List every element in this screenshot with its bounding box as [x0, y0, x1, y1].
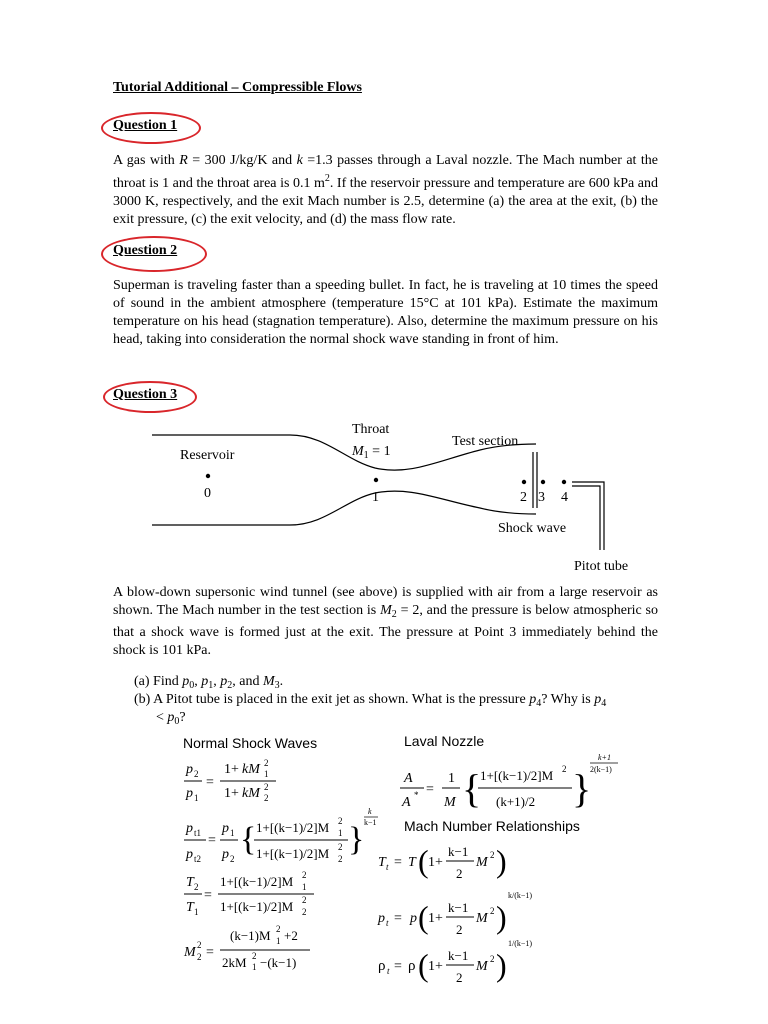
- pitot-tube-label: Pitot tube: [574, 559, 629, 574]
- svg-text:1: 1: [448, 771, 455, 786]
- svg-text:=: =: [426, 782, 434, 797]
- svg-text:): ): [496, 947, 507, 983]
- svg-text:2: 2: [197, 952, 202, 962]
- svg-text:M: M: [184, 945, 196, 960]
- svg-text:2: 2: [338, 854, 343, 864]
- wind-tunnel-diagram: [140, 420, 629, 585]
- q1-sup-2: 2: [324, 173, 330, 184]
- svg-text:): ): [496, 843, 507, 879]
- svg-text:M: M: [444, 795, 456, 810]
- svg-text:t1: t1: [194, 828, 202, 838]
- svg-text:2: 2: [264, 758, 269, 768]
- svg-text:2(k−1): 2(k−1): [590, 765, 612, 774]
- svg-text:=: =: [204, 888, 212, 903]
- svg-text:2: 2: [490, 850, 495, 860]
- svg-text:k−1: k−1: [448, 948, 469, 963]
- svg-text:k−1: k−1: [364, 818, 377, 827]
- svg-text:2: 2: [338, 842, 343, 852]
- svg-text:2: 2: [197, 940, 202, 950]
- point-3-label: 3: [538, 490, 545, 505]
- svg-text:2: 2: [456, 922, 463, 937]
- throat-mach-label: [352, 444, 391, 461]
- point-3-dot: [541, 480, 545, 484]
- formula-pt1-pt2: [180, 806, 390, 864]
- svg-text:A: A: [402, 795, 411, 810]
- question-3-item-b: [134, 691, 658, 713]
- question-3-item-b-cont: [156, 709, 186, 731]
- svg-text:p: p: [186, 847, 193, 862]
- svg-text:2: 2: [490, 954, 495, 964]
- svg-text:t: t: [386, 862, 389, 872]
- question-2-heading: Question 2: [113, 243, 178, 258]
- svg-text:=: =: [394, 855, 402, 870]
- svg-text:1: 1: [230, 828, 235, 838]
- svg-text:=: =: [206, 775, 214, 790]
- item-a-var-p0: p: [182, 674, 190, 689]
- formula-m2-squared: [180, 920, 340, 972]
- svg-text:p: p: [186, 762, 193, 777]
- svg-text:2: 2: [456, 970, 463, 985]
- svg-text:2: 2: [264, 782, 269, 792]
- question-3-heading: Question 3: [113, 387, 178, 402]
- svg-text:k: k: [368, 807, 372, 816]
- svg-text:T: T: [186, 900, 194, 915]
- svg-text:p: p: [222, 821, 229, 836]
- svg-text:1: 1: [338, 828, 343, 838]
- svg-text:T: T: [408, 855, 416, 870]
- point-4-dot: [562, 480, 566, 484]
- item-b-lt: <: [156, 710, 168, 725]
- svg-text:2: 2: [490, 906, 495, 916]
- shock-wave-label: Shock wave: [498, 521, 567, 536]
- svg-text:1+[(k−1)/2]M: 1+[(k−1)/2]M: [220, 874, 294, 889]
- svg-text:p: p: [186, 786, 193, 801]
- svg-text:k/(k−1): k/(k−1): [508, 891, 533, 900]
- item-a-sep-2: ,: [213, 674, 221, 689]
- svg-text:(: (: [418, 947, 429, 983]
- point-0-label: 0: [204, 486, 211, 501]
- svg-text:p: p: [410, 911, 417, 926]
- svg-text:p: p: [222, 847, 229, 862]
- laval-nozzle-header: Laval Nozzle: [404, 733, 485, 749]
- svg-text:2: 2: [302, 870, 307, 880]
- svg-text:T: T: [378, 855, 386, 870]
- svg-text:T: T: [186, 875, 194, 890]
- item-a-text-1: Find: [153, 674, 183, 689]
- point-2-label: 2: [520, 490, 527, 505]
- throat-mach-eq: = 1: [372, 444, 391, 459]
- item-b-text-1: A Pitot tube is placed in the exit jet as shown. What is the pressure: [153, 692, 530, 707]
- item-a-sep-1: ,: [194, 674, 202, 689]
- svg-text:=: =: [394, 911, 402, 926]
- pitot-tube-outer: [572, 482, 604, 550]
- svg-text:1+: 1+: [224, 762, 239, 777]
- svg-text:2: 2: [302, 895, 307, 905]
- q3-var-m: M: [380, 603, 392, 618]
- svg-text:ρ: ρ: [378, 958, 386, 974]
- svg-text:1+: 1+: [428, 911, 443, 926]
- svg-text:1: 1: [264, 769, 269, 779]
- q1-text-a: A gas with: [113, 153, 180, 168]
- item-a-var-m3: M: [262, 674, 275, 689]
- q3-text-b: = 2, and the pressure is below atmospheric so that a shock wave is formed just at the exit. The pressure at Point 3 immediately behind the shock is 101 kPa.: [113, 603, 658, 658]
- reservoir-label: Reservoir: [180, 448, 235, 463]
- svg-text:1+[(k−1)/2]M: 1+[(k−1)/2]M: [256, 846, 330, 861]
- svg-text:M: M: [476, 911, 488, 926]
- svg-text:(: (: [418, 899, 429, 935]
- item-a-sub-1: 1: [208, 680, 214, 691]
- svg-text:2: 2: [338, 816, 343, 826]
- svg-text:(k−1)M: (k−1)M: [230, 928, 271, 943]
- svg-text:1: 1: [276, 936, 281, 946]
- svg-text:t2: t2: [194, 854, 202, 864]
- item-b-sub-4: 4: [536, 698, 542, 709]
- svg-text:k+1: k+1: [598, 753, 611, 762]
- svg-text:1/(k−1): 1/(k−1): [508, 939, 533, 948]
- svg-text:1: 1: [194, 793, 199, 803]
- q3-text-a: A blow-down supersonic wind tunnel (see above) is supplied with air from a large reservoir as shown. The Mach number in the test section is: [113, 585, 658, 618]
- question-1-heading: Question 1: [113, 118, 178, 133]
- point-4-label: 4: [561, 490, 568, 505]
- svg-text:+2: +2: [284, 928, 298, 943]
- svg-text:2: 2: [302, 907, 307, 917]
- svg-text:1: 1: [194, 907, 199, 917]
- svg-text:kM: kM: [242, 762, 260, 777]
- formula-p2-p1: [180, 755, 310, 805]
- pitot-tube-inner: [572, 486, 600, 550]
- svg-text:2: 2: [276, 924, 281, 934]
- q3-sub-2: 2: [391, 609, 397, 620]
- svg-text:1: 1: [252, 962, 257, 972]
- svg-text:=: =: [206, 945, 214, 960]
- svg-text:{: {: [462, 766, 482, 811]
- formula-area-ratio: [396, 752, 636, 816]
- svg-text:k−1: k−1: [448, 900, 469, 915]
- formula-rhot: [374, 936, 574, 990]
- svg-text:*: *: [414, 790, 419, 800]
- formula-t2-t1: [180, 866, 340, 918]
- q1-text-b: = 300 J/kg/K and: [187, 153, 297, 168]
- item-a-sep-3: , and: [232, 674, 263, 689]
- svg-text:M: M: [476, 959, 488, 974]
- item-a-label: (a): [134, 674, 150, 689]
- item-b-var-p4: p: [529, 692, 537, 707]
- q1-var-r: R: [179, 153, 188, 168]
- svg-text:p: p: [378, 911, 385, 926]
- svg-text:1+[(k−1)/2]M: 1+[(k−1)/2]M: [480, 768, 554, 783]
- svg-text:{: {: [240, 821, 257, 858]
- svg-text:2: 2: [456, 866, 463, 881]
- normal-shock-header: Normal Shock Waves: [183, 735, 318, 751]
- q1-text-c: =1.3 passes through a Laval nozzle. The Mach number at the throat is 1 and the throat area is 0.1 m: [113, 153, 658, 191]
- q1-var-k: k: [296, 153, 303, 168]
- mach-relationships-header: Mach Number Relationships: [404, 818, 580, 834]
- page-title: Tutorial Additional – Compressible Flows: [113, 80, 362, 95]
- svg-text:1+[(k−1)/2]M: 1+[(k−1)/2]M: [256, 820, 330, 835]
- formula-tt: [374, 836, 564, 886]
- item-a-end: .: [279, 674, 284, 689]
- svg-text:}: }: [572, 766, 592, 811]
- svg-text:1: 1: [302, 882, 307, 892]
- item-a-sub-0: 0: [189, 680, 195, 691]
- item-b-var-p4b: p: [594, 692, 602, 707]
- test-section-label: Test section: [452, 434, 519, 449]
- item-a-var-p2: p: [220, 674, 228, 689]
- item-a-sub-3: 3: [274, 680, 280, 691]
- formula-pt: [374, 888, 574, 942]
- svg-text:(k+1)/2: (k+1)/2: [496, 794, 536, 809]
- point-0-dot: [206, 474, 210, 478]
- svg-text:2: 2: [194, 769, 199, 779]
- item-b-sub-0: 0: [174, 716, 180, 727]
- q1-text-d: . If the reservoir pressure and temperature are 600 kPa and 3000 K, respectively, and the exit Mach number is 2.5, determine (a) the area at the exit, (b) the exit pressure, (c) the exit velocity, and (d) the mass flow rate.: [113, 176, 658, 227]
- svg-text:2: 2: [264, 793, 269, 803]
- point-2-dot: [522, 480, 526, 484]
- svg-text:t: t: [387, 966, 390, 976]
- item-b-label: (b): [134, 692, 151, 707]
- svg-text:2kM: 2kM: [222, 955, 247, 970]
- svg-text:1+: 1+: [428, 959, 443, 974]
- item-a-var-p1: p: [201, 674, 209, 689]
- question-3-text: [113, 584, 658, 660]
- svg-text:A: A: [404, 771, 413, 786]
- point-1-dot: [374, 478, 378, 482]
- throat-mach-var: M: [352, 444, 364, 459]
- svg-text:1+[(k−1)/2]M: 1+[(k−1)/2]M: [220, 899, 294, 914]
- svg-text:−(k−1): −(k−1): [260, 955, 297, 970]
- item-b-text-2: ? Why is: [541, 692, 595, 707]
- question-1-text: [113, 152, 658, 229]
- svg-text:ρ: ρ: [408, 958, 416, 974]
- svg-text:1+: 1+: [224, 786, 239, 801]
- svg-text:): ): [496, 899, 507, 935]
- question-2-text: Superman is traveling faster than a speeding bullet. In fact, he is traveling at 10 times the speed of sound in the ambient atmosphere (temperature 15°C at 101 kPa). Estimate the maximum temperature on his head (stagnation temperature). Also, determine the maximum pressure on his head, taking into consideration the normal shock wave standing in front of him.: [113, 278, 658, 347]
- throat-label: Throat: [352, 422, 390, 437]
- svg-text:=: =: [394, 959, 402, 974]
- svg-text:k−1: k−1: [448, 844, 469, 859]
- item-b-sub-4b: 4: [601, 698, 607, 709]
- svg-text:2: 2: [194, 882, 199, 892]
- svg-text:M: M: [476, 855, 488, 870]
- svg-text:2: 2: [230, 854, 235, 864]
- svg-text:t: t: [386, 918, 389, 928]
- svg-text:kM: kM: [242, 786, 260, 801]
- svg-text:1+: 1+: [428, 855, 443, 870]
- svg-text:(: (: [418, 843, 429, 879]
- svg-text:p: p: [186, 821, 193, 836]
- item-a-sub-2: 2: [227, 680, 233, 691]
- svg-text:2: 2: [562, 764, 567, 774]
- point-1-label: 1: [372, 490, 379, 505]
- svg-text:2: 2: [252, 951, 257, 961]
- throat-mach-sub: 1: [363, 450, 369, 461]
- svg-text:=: =: [208, 833, 216, 848]
- item-b-var-p0: p: [167, 710, 175, 725]
- svg-text:}: }: [348, 821, 365, 858]
- item-b-end: ?: [179, 710, 186, 725]
